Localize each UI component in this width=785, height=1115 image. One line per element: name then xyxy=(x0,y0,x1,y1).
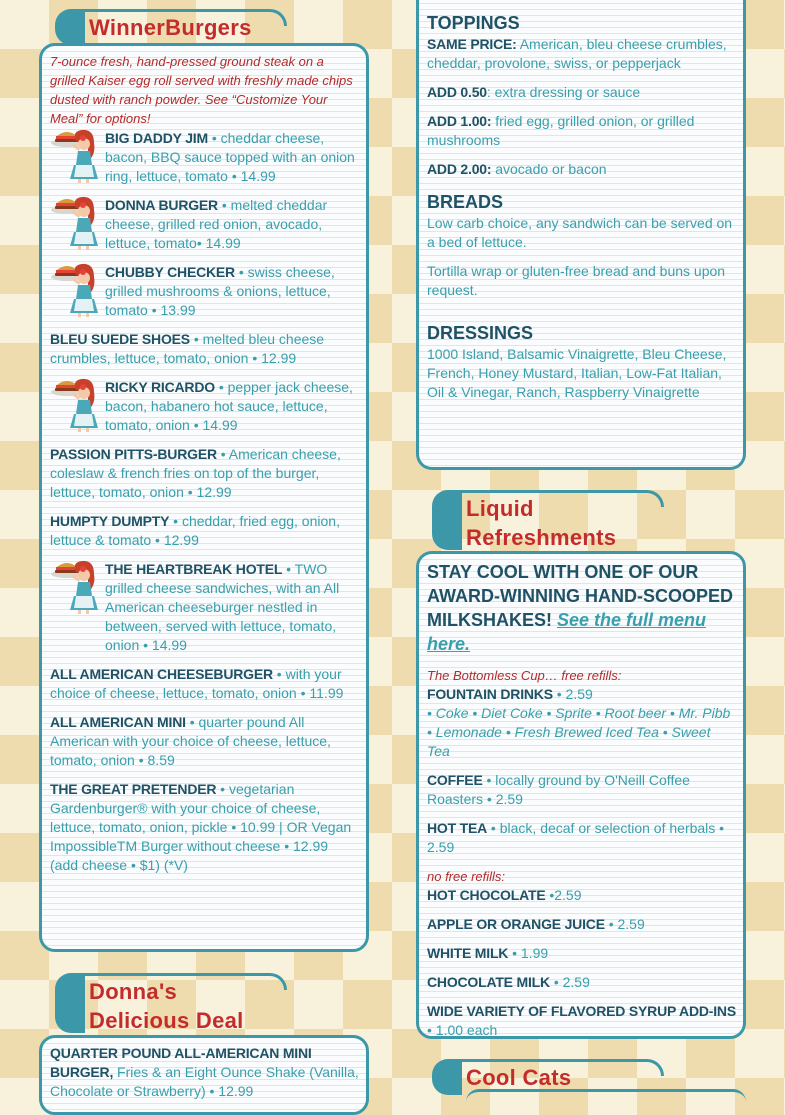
topping-label: SAME PRICE: xyxy=(427,36,517,52)
topping-text: fried egg, grilled onion, or grilled mushrooms xyxy=(427,113,695,148)
menu-item xyxy=(50,196,359,253)
item-name: RICKY RICARDO xyxy=(105,379,215,395)
item-desc: • black, decaf or selection of herbals • 2.59 xyxy=(427,820,725,855)
donna-deal-card xyxy=(39,1035,369,1115)
topping-text: avocado or bacon xyxy=(491,161,607,177)
item-name: HOT CHOCOLATE xyxy=(427,887,546,903)
drink-item xyxy=(427,915,736,934)
dressings-heading: DRESSINGS xyxy=(427,323,534,343)
refills-note: The Bottomless Cup… free refills: xyxy=(427,668,622,683)
item-name: WHITE MILK xyxy=(427,945,509,961)
milkshake-headline xyxy=(427,560,736,656)
item-desc: • 2.59 xyxy=(549,974,590,990)
item-desc: •2.59 xyxy=(545,887,582,903)
item-name: BLEU SUEDE SHOES xyxy=(50,331,190,347)
topping-text: : extra dressing or sauce xyxy=(486,84,641,100)
item-desc: • quarter pound All American with your choice of cheese, lettuce, tomato, onion • 8.59 xyxy=(50,714,331,768)
winnerburgers-card xyxy=(39,43,369,952)
item-desc: • locally ground by O'Neill Coffee Roasters • 2.59 xyxy=(427,772,690,807)
menu-item xyxy=(50,713,359,770)
waitress-icon xyxy=(50,560,102,614)
drink-item xyxy=(427,886,736,905)
menu-item xyxy=(50,1044,359,1101)
donna-deal-tab xyxy=(55,973,287,1033)
section-title xyxy=(89,977,244,1035)
topping-row xyxy=(427,35,736,73)
item-name: ALL AMERICAN CHEESEBURGER xyxy=(50,666,273,682)
menu-item xyxy=(50,512,359,550)
item-name: HOT TEA xyxy=(427,820,488,836)
item-desc: • 2.59 xyxy=(552,686,593,702)
item-desc: • cheddar cheese, bacon, BBQ sauce topped with an onion ring, lettuce, tomato • 14.99 xyxy=(105,130,355,184)
item-name: BIG DADDY JIM xyxy=(105,130,208,146)
topping-text: American, bleu cheese crumbles, cheddar, provolone, swiss, or pepperjack xyxy=(427,36,727,71)
breads-text: Tortilla wrap or gluten-free bread and buns upon request. xyxy=(427,263,726,298)
title-line: Delicious Deal xyxy=(89,1008,244,1033)
winnerburgers-tab xyxy=(55,9,287,45)
menu-item xyxy=(50,330,359,368)
milkshake-menu-link[interactable]: See the full menu here. xyxy=(427,610,707,654)
breads-heading: BREADS xyxy=(427,192,504,212)
item-desc: • 1.00 each xyxy=(427,1022,498,1038)
drink-item xyxy=(427,1002,736,1040)
item-name: QUARTER POUND ALL-AMERICAN MINI BURGER, xyxy=(50,1045,312,1080)
fountain-list: • Coke • Diet Coke • Sprite • Root beer • Mr. Pibb • Lemonade • Fresh Brewed Iced Tea • Sweet Tea xyxy=(427,705,731,759)
waitress-icon xyxy=(50,378,102,432)
menu-item xyxy=(50,665,359,703)
topping-label: ADD 2.00: xyxy=(427,161,492,177)
breads-text: Low carb choice, any sandwich can be served on a bed of lettuce. xyxy=(427,215,733,250)
liquid-card xyxy=(416,551,746,1039)
menu-item xyxy=(50,560,359,655)
item-desc: • 2.59 xyxy=(604,916,645,932)
menu-item xyxy=(50,780,359,875)
item-name: DONNA BURGER xyxy=(105,197,218,213)
waitress-icon xyxy=(50,196,102,250)
item-name: WIDE VARIETY OF FLAVORED SYRUP ADD-INS xyxy=(427,1003,736,1019)
item-desc: • vegetarian Gardenburger® with your choice of cheese, lettuce, tomato, onion, pickle • 10.99 | OR Vegan ImpossibleTM Burger without cheese • 12.99 (add cheese • $1) (*V) xyxy=(50,781,352,873)
section-title xyxy=(466,494,616,552)
extras-card xyxy=(416,0,746,470)
item-name: APPLE OR ORANGE JUICE xyxy=(427,916,605,932)
title-line: Donna's xyxy=(89,979,178,1004)
title-line: Refreshments xyxy=(466,525,617,550)
item-name: HUMPTY DUMPTY xyxy=(50,513,170,529)
item-desc: • cheddar, fried egg, onion, lettuce & tomato • 12.99 xyxy=(50,513,340,548)
menu-item xyxy=(50,445,359,502)
menu-item xyxy=(50,129,359,186)
cool-cats-card-edge xyxy=(466,1089,746,1102)
drink-item xyxy=(427,685,736,761)
burgers-intro: 7-ounce fresh, hand-pressed ground steak on a grilled Kaiser egg roll served with freshly made chips dusted with ranch powder. See “Customize Your Meal” for options! xyxy=(50,54,353,126)
item-desc: Fries & an Eight Ounce Shake (Vanilla, Chocolate or Strawberry) • 12.99 xyxy=(50,1064,359,1099)
drink-item xyxy=(427,771,736,809)
topping-row xyxy=(427,160,736,179)
waitress-icon xyxy=(50,263,102,317)
item-name: FOUNTAIN DRINKS xyxy=(427,686,553,702)
item-desc: • pepper jack cheese, bacon, habanero hot sauce, lettuce, tomato, onion • 14.99 xyxy=(105,379,353,433)
section-title: Cool Cats xyxy=(466,1065,572,1090)
menu-item xyxy=(50,263,359,320)
item-desc: • with your choice of cheese, lettuce, tomato, onion • 11.99 xyxy=(50,666,344,701)
item-desc: • 1.99 xyxy=(508,945,549,961)
topping-row xyxy=(427,83,736,102)
topping-label: ADD 0.50 xyxy=(427,84,487,100)
item-name: CHUBBY CHECKER xyxy=(105,264,235,280)
topping-row xyxy=(427,112,736,150)
drink-item xyxy=(427,973,736,992)
toppings-heading: TOPPINGS xyxy=(427,13,520,33)
dressings-text: 1000 Island, Balsamic Vinaigrette, Bleu Cheese, French, Honey Mustard, Italian, Low-Fat Italian, Oil & Vinegar, Ranch, Raspberry Vinaigrette xyxy=(427,346,727,400)
drink-item xyxy=(427,944,736,963)
headline-text: STAY COOL WITH ONE OF OUR AWARD-WINNING HAND-SCOOPED MILKSHAKES! xyxy=(427,562,733,630)
item-name: THE HEARTBREAK HOTEL xyxy=(105,561,283,577)
item-desc: • melted cheddar cheese, grilled red onion, avocado, lettuce, tomato• 14.99 xyxy=(105,197,328,251)
item-name: CHOCOLATE MILK xyxy=(427,974,550,990)
item-name: COFFEE xyxy=(427,772,483,788)
no-refills-note: no free refills: xyxy=(427,869,506,884)
section-title: WinnerBurgers xyxy=(89,15,252,40)
drink-item xyxy=(427,819,736,857)
item-name: PASSION PITTS-BURGER xyxy=(50,446,217,462)
title-line: Liquid xyxy=(466,496,534,521)
item-desc: • melted bleu cheese crumbles, lettuce, tomato, onion • 12.99 xyxy=(50,331,325,366)
item-desc: • swiss cheese, grilled mushrooms & onions, lettuce, tomato • 13.99 xyxy=(105,264,335,318)
item-name: ALL AMERICAN MINI xyxy=(50,714,186,730)
topping-label: ADD 1.00: xyxy=(427,113,492,129)
item-desc: • TWO grilled cheese sandwiches, with an All American cheeseburger nestled in between, served with lettuce, tomato, onion • 14.99 xyxy=(105,561,340,653)
waitress-icon xyxy=(50,129,102,183)
menu-item xyxy=(50,378,359,435)
item-name: THE GREAT PRETENDER xyxy=(50,781,217,797)
item-desc: • American cheese, coleslaw & french fries on top of the burger, lettuce, tomato, onion • 12.99 xyxy=(50,446,341,500)
liquid-tab xyxy=(432,490,664,550)
